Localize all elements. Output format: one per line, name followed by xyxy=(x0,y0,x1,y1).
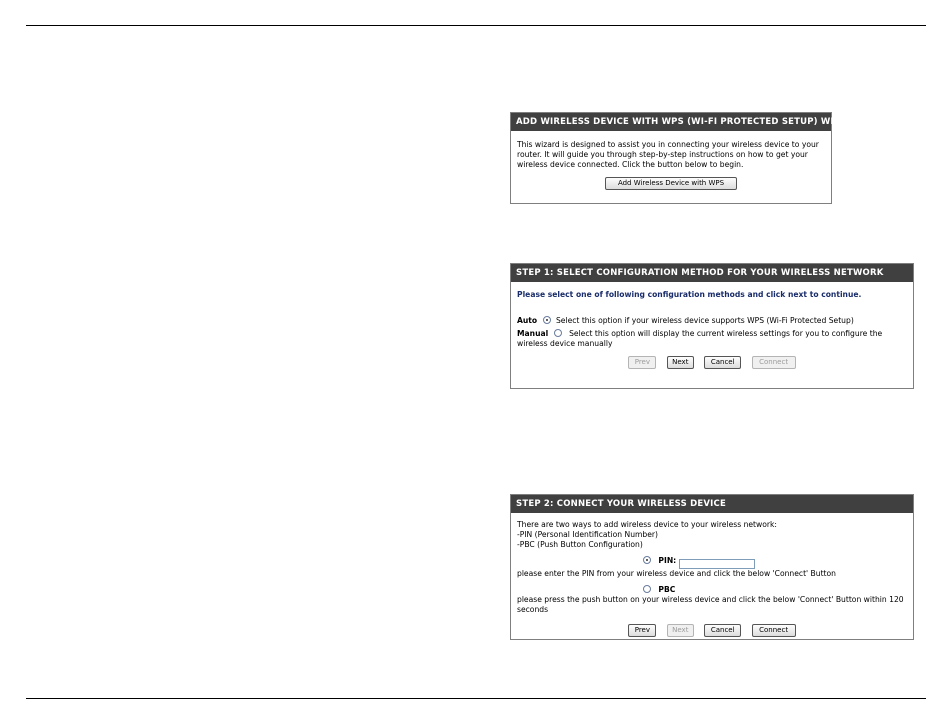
manual-option-row xyxy=(517,329,907,349)
manual-description: Select this option will display the current wireless settings for you to configure the wireless device manually xyxy=(517,329,883,348)
step2-title: STEP 2: CONNECT YOUR WIRELESS DEVICE xyxy=(511,495,913,513)
pin-label: PIN: xyxy=(658,556,677,565)
step1-instruction: Please select one of following configuration methods and click next to continue. xyxy=(517,290,862,299)
pbc-option-row xyxy=(517,585,907,595)
wps-wizard-panel xyxy=(510,112,862,204)
step1-body xyxy=(511,282,913,373)
step2-connect-button[interactable]: Connect xyxy=(752,624,796,637)
pin-definition: -PIN (Personal Identification Number) xyxy=(517,530,658,539)
pin-input[interactable] xyxy=(679,559,755,569)
pin-instruction: please enter the PIN from your wireless device and click the below 'Connect' Button xyxy=(517,568,836,578)
auto-radio[interactable] xyxy=(543,316,551,324)
step1-panel xyxy=(510,263,914,389)
step2-next-button[interactable]: Next xyxy=(667,624,694,637)
wps-wizard-body xyxy=(511,131,831,194)
pbc-label: PBC xyxy=(658,584,676,594)
pbc-radio[interactable] xyxy=(643,585,651,593)
step1-cancel-button[interactable]: Cancel xyxy=(704,356,741,369)
pbc-instruction: please press the push button on your wireless device and click the below 'Connect' Button within 120 seconds xyxy=(517,594,904,614)
manual-label: Manual xyxy=(517,329,549,338)
auto-option-row xyxy=(517,316,907,326)
step2-intro: There are two ways to add wireless device to your wireless network: xyxy=(517,520,777,529)
pin-option-row xyxy=(517,556,907,569)
step1-button-row xyxy=(517,356,907,369)
step1-connect-button[interactable]: Connect xyxy=(752,356,796,369)
pin-radio[interactable] xyxy=(643,556,651,564)
wps-wizard-description: This wizard is designed to assist you in connecting your wireless device to your router. It will guide you through step-by-step instructions on how to get your wireless device connected. Click the button below to begin. xyxy=(517,140,819,169)
step2-cancel-button[interactable]: Cancel xyxy=(704,624,741,637)
bottom-rule xyxy=(26,698,926,699)
step1-title: STEP 1: SELECT CONFIGURATION METHOD FOR YOUR WIRELESS NETWORK xyxy=(511,264,913,282)
step2-body xyxy=(511,513,913,641)
add-wireless-device-button[interactable]: Add Wireless Device with WPS xyxy=(605,177,737,190)
wps-wizard-title: ADD WIRELESS DEVICE WITH WPS (WI-FI PROTECTED SETUP) WIZARD xyxy=(511,113,831,131)
pbc-definition: -PBC (Push Button Configuration) xyxy=(517,540,643,549)
step2-panel xyxy=(510,494,914,640)
step1-next-button[interactable]: Next xyxy=(667,356,694,369)
step2-prev-button[interactable]: Prev xyxy=(628,624,656,637)
step1-prev-button[interactable]: Prev xyxy=(628,356,656,369)
manual-radio[interactable] xyxy=(554,329,562,337)
auto-label: Auto xyxy=(517,316,538,325)
auto-description: Select this option if your wireless device supports WPS (Wi-Fi Protected Setup) xyxy=(555,316,854,325)
top-rule xyxy=(26,25,926,26)
step2-button-row xyxy=(517,624,907,637)
